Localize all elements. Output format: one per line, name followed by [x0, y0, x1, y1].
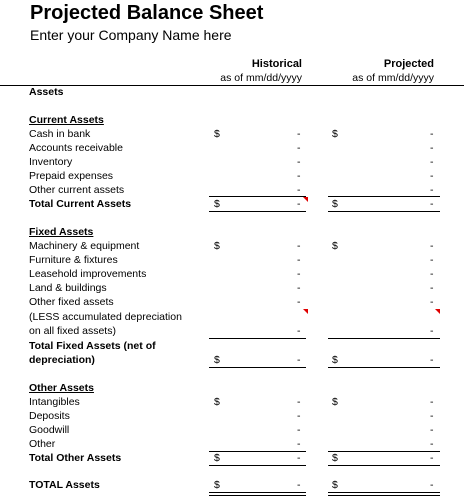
projected-value[interactable]: - [430, 282, 434, 294]
projected-currency: $ [332, 240, 338, 252]
total-other-assets-row-label: Total Other Assets [29, 452, 122, 464]
fixed-asset-row-label: Machinery & equipment [29, 240, 140, 252]
historical-currency: $ [214, 128, 220, 140]
historical-value[interactable]: - [297, 184, 301, 196]
fixed-assets-heading-label: Fixed Assets [29, 226, 94, 238]
other-asset-row [0, 396, 464, 410]
other-assets-heading-label: Other Assets [29, 382, 94, 394]
projected-value[interactable]: - [430, 410, 434, 422]
comment-marker-current[interactable] [303, 197, 308, 202]
historical-value[interactable]: - [297, 128, 301, 140]
total-fixed-assets-row-2-label: depreciation) [29, 354, 95, 366]
less-depreciation-row [0, 311, 464, 325]
page-title: Projected Balance Sheet [30, 2, 264, 24]
fixed-asset-row-label: Furniture & fixtures [29, 254, 118, 266]
projected-value[interactable]: - [430, 296, 434, 308]
historical-value[interactable]: - [297, 424, 301, 436]
historical-value[interactable]: - [297, 410, 301, 422]
projected-currency: $ [332, 396, 338, 408]
current-assets-heading-label: Current Assets [29, 114, 104, 126]
comment-marker-depr-historical[interactable] [303, 309, 308, 314]
other-asset-row [0, 410, 464, 424]
current-asset-row-label: Accounts receivable [29, 142, 123, 154]
assets-heading-label: Assets [29, 86, 64, 98]
fixed-asset-row [0, 254, 464, 268]
projected-value[interactable]: - [430, 128, 434, 140]
total-assets-row [0, 479, 464, 493]
other-total-rule-projected [328, 465, 440, 466]
other-asset-row-label: Goodwill [29, 424, 70, 436]
comment-marker-depr-projected[interactable] [435, 309, 440, 314]
current-asset-row [0, 170, 464, 184]
projected-value[interactable]: - [430, 156, 434, 168]
projected-value[interactable]: - [430, 198, 434, 210]
other-total-rule-historical [209, 465, 306, 466]
assets-heading [0, 86, 464, 100]
projected-value[interactable]: - [430, 240, 434, 252]
fixed-total-rule-projected [328, 367, 440, 368]
other-asset-row-label: Deposits [29, 410, 70, 422]
current-total-rule-historical [209, 211, 306, 212]
projected-date[interactable]: as of mm/dd/yyyy [352, 72, 434, 84]
projected-value[interactable]: - [430, 438, 434, 450]
current-asset-row [0, 142, 464, 156]
projected-currency: $ [332, 128, 338, 140]
historical-currency: $ [214, 198, 220, 210]
total-other-assets-row [0, 452, 464, 466]
historical-currency: $ [214, 354, 220, 366]
historical-value[interactable]: - [297, 254, 301, 266]
projected-currency: $ [332, 452, 338, 464]
projected-value[interactable]: - [430, 170, 434, 182]
historical-header: Historical [251, 58, 302, 70]
current-asset-row [0, 128, 464, 142]
total-current-assets-row [0, 198, 464, 212]
current-asset-row-label: Prepaid expenses [29, 170, 114, 182]
historical-currency: $ [214, 396, 220, 408]
less-depreciation-row-label: (LESS accumulated depreciation [29, 311, 182, 323]
projected-currency: $ [332, 198, 338, 210]
other-asset-row-label: Other [29, 438, 56, 450]
fixed-subtotal-rule-historical [209, 338, 306, 339]
fixed-asset-row-label: Land & buildings [29, 282, 107, 294]
historical-value[interactable]: - [297, 396, 301, 408]
historical-currency: $ [214, 240, 220, 252]
projected-value[interactable]: - [430, 184, 434, 196]
current-total-rule-projected [328, 211, 440, 212]
total-assets-double-rule-projected [328, 492, 440, 496]
historical-date[interactable]: as of mm/dd/yyyy [220, 72, 302, 84]
fixed-asset-row-label: Other fixed assets [29, 296, 114, 308]
historical-value[interactable]: - [297, 198, 301, 210]
fixed-total-rule-historical [209, 367, 306, 368]
less-depreciation-row-2 [0, 325, 464, 339]
historical-value[interactable]: - [297, 282, 301, 294]
total-fixed-assets-row-label: Total Fixed Assets (net of [29, 340, 156, 352]
total-assets-double-rule-historical [209, 492, 306, 496]
fixed-asset-row-label: Leasehold improvements [29, 268, 147, 280]
total-current-assets-row-label: Total Current Assets [29, 198, 132, 210]
company-name-field[interactable]: Enter your Company Name here [30, 27, 232, 43]
other-asset-row [0, 424, 464, 438]
fixed-subtotal-rule-projected [328, 338, 440, 339]
fixed-assets-heading [0, 226, 464, 240]
historical-currency: $ [214, 452, 220, 464]
historical-value[interactable]: - [297, 170, 301, 182]
fixed-asset-row [0, 240, 464, 254]
projected-header: Projected [383, 58, 434, 70]
projected-value[interactable]: - [430, 268, 434, 280]
current-asset-row-label: Other current assets [29, 184, 125, 196]
historical-value[interactable]: - [297, 156, 301, 168]
historical-value[interactable]: - [297, 268, 301, 280]
historical-value[interactable]: - [297, 452, 301, 464]
current-asset-row [0, 156, 464, 170]
projected-value[interactable]: - [430, 254, 434, 266]
projected-value[interactable]: - [430, 479, 434, 491]
current-asset-row-label: Cash in bank [29, 128, 91, 140]
projected-value[interactable]: - [430, 424, 434, 436]
historical-value[interactable]: - [297, 240, 301, 252]
projected-value[interactable]: - [430, 452, 434, 464]
current-assets-heading [0, 114, 464, 128]
total-fixed-assets-row [0, 340, 464, 354]
projected-currency: $ [332, 354, 338, 366]
total-assets-row-label: TOTAL Assets [29, 479, 100, 491]
projected-value[interactable]: - [430, 354, 434, 366]
fixed-asset-row [0, 282, 464, 296]
historical-value[interactable]: - [297, 325, 301, 337]
historical-value[interactable]: - [297, 479, 301, 491]
historical-value[interactable]: - [297, 142, 301, 154]
projected-value[interactable]: - [430, 396, 434, 408]
historical-value[interactable]: - [297, 438, 301, 450]
other-assets-heading [0, 382, 464, 396]
other-asset-row [0, 438, 464, 452]
current-asset-row-label: Inventory [29, 156, 73, 168]
less-depreciation-row-2-label: on all fixed assets) [29, 325, 116, 337]
other-asset-row-label: Intangibles [29, 396, 80, 408]
current-subtotal-rule-historical [209, 196, 306, 197]
historical-value[interactable]: - [297, 296, 301, 308]
historical-currency: $ [214, 479, 220, 491]
current-subtotal-rule-projected [328, 196, 440, 197]
projected-value[interactable]: - [430, 142, 434, 154]
projected-currency: $ [332, 479, 338, 491]
historical-value[interactable]: - [297, 354, 301, 366]
fixed-asset-row [0, 268, 464, 282]
projected-value[interactable]: - [430, 325, 434, 337]
total-fixed-assets-row-2 [0, 354, 464, 368]
fixed-asset-row [0, 296, 464, 310]
